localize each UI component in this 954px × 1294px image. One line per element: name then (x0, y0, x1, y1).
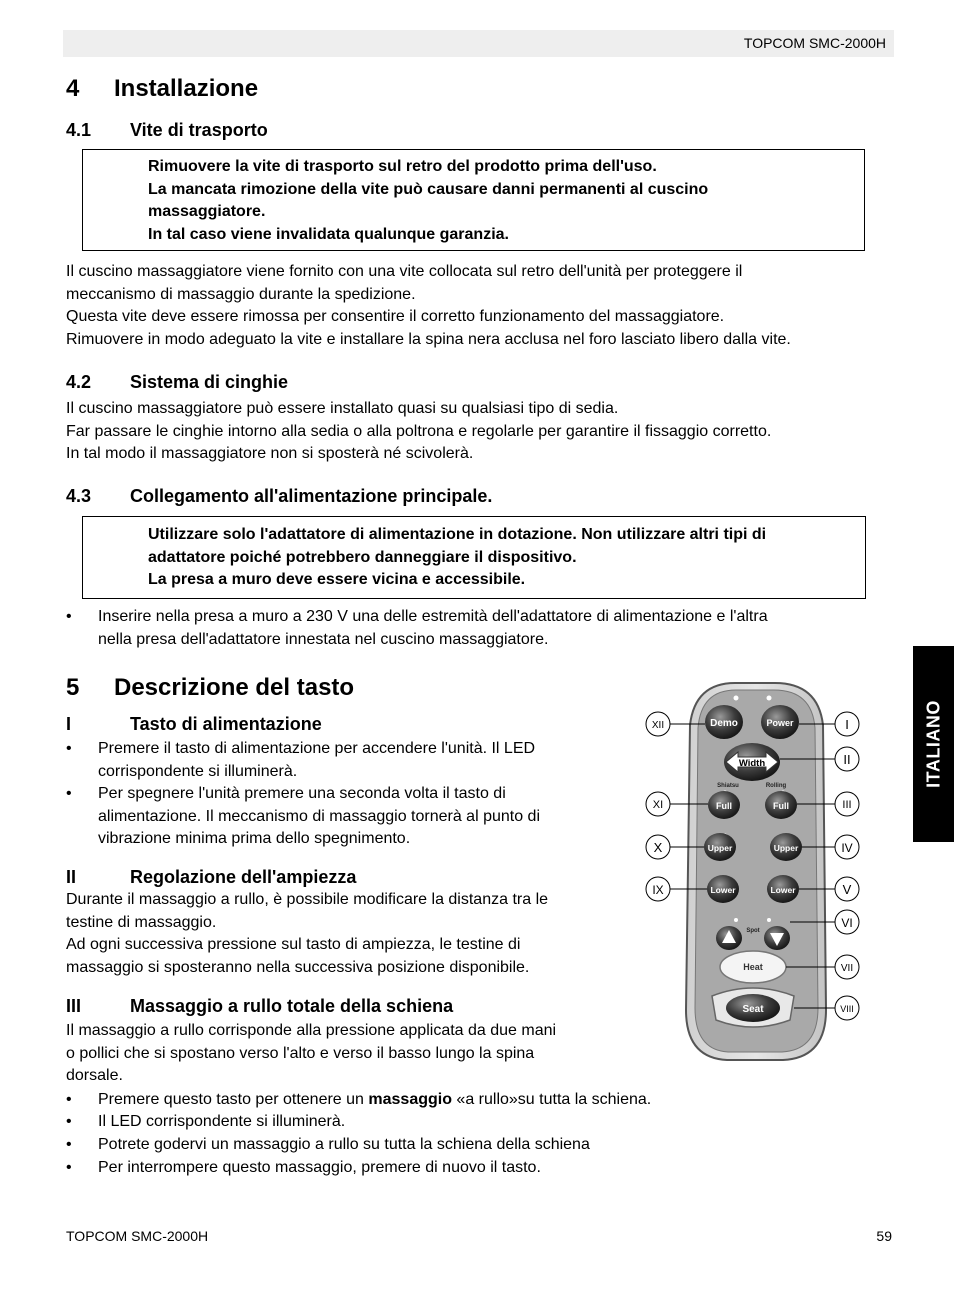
paragraph-width-adjust: Durante il massaggio a rullo, è possibile modificare la distanza tra le testine di massaggio. Ad ogni successiva pressione sul tasto di ampiezza, le testine di massaggio si sposteranno nella successiva posizione disponibile. (66, 891, 549, 977)
svg-text:Heat: Heat (743, 962, 763, 972)
language-label: ITALIANO (923, 700, 943, 788)
spot-up-button (716, 926, 742, 950)
callout-iv (835, 835, 859, 859)
footer-model: TOPCOM SMC-2000H (66, 1228, 209, 1244)
svg-text:Power: Power (766, 718, 794, 728)
warning-line: adattatore poiché potrebbero danneggiare il dispositivo. (148, 548, 577, 566)
bullet-rolling-led: • Il LED corrispondente si illuminerà. (66, 1113, 346, 1130)
button-iii-heading: III Massaggio a rullo totale della schiena (66, 996, 454, 1016)
svg-text:V: V (842, 882, 852, 897)
section-4-2-heading: 4.2 Sistema di cinghie (66, 372, 289, 392)
svg-text:VI: VI (841, 916, 853, 930)
callout-vi (835, 910, 859, 934)
spot-down-button (764, 926, 790, 950)
bullet-power-on: • Premere il tasto di alimentazione per accendere l'unità. Il LED corrispondente si illuminerà. (66, 740, 536, 780)
header-model: TOPCOM SMC-2000H (743, 35, 886, 51)
callout-iii (835, 792, 859, 816)
paragraph-strap-system: Il cuscino massaggiatore può essere installato quasi su qualsiasi tipo di sedia. Far passare le cinghie intorno alla sedia o alla poltrona e regolarle per garantire il fissaggio corretto. In tal modo il massaggiatore non si sposterà né scivolerà. (66, 400, 772, 463)
rolling-lower-button (767, 875, 799, 903)
shiatsu-lower-button (707, 875, 739, 903)
rolling-label: Rolling (765, 783, 787, 789)
svg-text:Width: Width (738, 758, 766, 769)
paragraph-rolling-massage: Il massaggio a rullo corrisponde alla pressione applicata da due mani o pollici che si spostano verso l'alto e verso il basso lungo la spina dorsale. (66, 1022, 557, 1085)
section-5-heading: 5 Descrizione del tasto (66, 674, 355, 701)
warning-line: In tal caso viene invalidata qualunque garanzia. (148, 225, 509, 243)
svg-text:Lower: Lower (770, 885, 796, 895)
svg-text:Lower: Lower (710, 885, 736, 895)
warning-line: Utilizzare solo l'adattatore di alimentazione in dotazione. Non utilizzare altri tipi di (148, 526, 767, 543)
paragraph-transport-screw: Il cuscino massaggiatore viene fornito con una vite collocata sul retro dell'unità per proteggere il meccanismo di massaggio durante la spedizione. Questa vite deve essere rimossa per consentire il corretto funzionamento del massaggiatore. Rimuovere in modo adeguato la vite e installare la spina nera acclusa nel foro lasciato libero dalla vite. (66, 263, 791, 349)
seat-button (712, 988, 794, 1027)
svg-text:II: II (843, 752, 851, 767)
button-ii-heading: II Regolazione dell'ampiezza (66, 867, 357, 887)
led-dot (767, 696, 772, 701)
callout-ix (646, 877, 670, 901)
spot-label: Spot (746, 928, 760, 934)
bullet-wall-socket: • Inserire nella presa a muro a 230 V una delle estremità dell'adattatore di alimentazione e l'altra nella presa dell'adattatore innestata nel cuscino massaggiatore. (66, 608, 768, 648)
svg-text:X: X (653, 840, 663, 855)
svg-text:Upper: Upper (707, 843, 733, 853)
bullet-rolling-press: • Premere questo tasto per ottenere un massaggio «a rullo»su tutta la schiena. (66, 1091, 652, 1108)
warning-box-power-adapter (82, 516, 866, 599)
bullet-rolling-enjoy: • Potrete godervi un massaggio a rullo su tutta la schiena della schiena (66, 1136, 590, 1153)
shiatsu-label: Shiatsu (717, 783, 739, 789)
callout-i (835, 712, 859, 736)
svg-text:IX: IX (652, 883, 664, 897)
svg-text:XI: XI (652, 799, 664, 811)
bullet-rolling-stop: • Per interrompere questo massaggio, premere di nuovo il tasto. (66, 1159, 541, 1176)
width-button (724, 743, 780, 781)
warning-line: massaggiatore. (148, 203, 266, 220)
callout-viii (835, 996, 859, 1020)
language-side-tab (913, 646, 954, 842)
led-dot (734, 918, 738, 922)
svg-text:VIII: VIII (840, 1004, 854, 1014)
svg-text:IV: IV (841, 841, 853, 855)
rolling-full-button (765, 791, 797, 819)
power-button (761, 705, 799, 739)
shiatsu-upper-button (704, 833, 736, 861)
callout-vii (835, 955, 859, 979)
button-i-heading: I Tasto di alimentazione (66, 714, 322, 734)
bullet-power-off: • Per spegnere l'unità premere una seconda volta il tasto di alimentazione. Il meccanismo di massaggio tornerà al punto di vibrazione minima prima dello spegnimento. (66, 785, 541, 848)
demo-button (705, 705, 743, 739)
warning-line: La presa a muro deve essere vicina e accessibile. (148, 571, 526, 588)
svg-text:Seat: Seat (742, 1004, 764, 1015)
svg-text:Upper: Upper (773, 843, 799, 853)
section-4-3-heading: 4.3 Collegamento all'alimentazione principale. (66, 486, 493, 506)
svg-text:VII: VII (840, 963, 854, 974)
svg-text:I: I (845, 717, 849, 732)
svg-text:Demo: Demo (710, 718, 738, 729)
svg-text:Full: Full (716, 801, 732, 811)
shiatsu-full-button (708, 791, 740, 819)
warning-line: La mancata rimozione della vite può causare danni permanenti al cuscino (148, 180, 709, 198)
warning-box-transport-screw (82, 149, 865, 251)
callout-x (646, 835, 670, 859)
section-4-1-heading: 4.1 Vite di trasporto (66, 120, 268, 140)
callout-ii (835, 747, 859, 771)
heat-button (720, 951, 786, 983)
callout-xii (646, 712, 670, 736)
callout-v (835, 877, 859, 901)
svg-text:III: III (842, 799, 852, 811)
rolling-upper-button (770, 833, 802, 861)
svg-text:XII: XII (651, 720, 665, 731)
led-dot (734, 696, 739, 701)
page-number: 59 (876, 1228, 892, 1244)
callout-xi (646, 792, 670, 816)
remote-control-illustration (640, 680, 865, 1065)
section-4-heading: 4 Installazione (66, 75, 259, 102)
warning-line: Rimuovere la vite di trasporto sul retro del prodotto prima dell'uso. (148, 158, 657, 175)
led-dot (767, 918, 771, 922)
svg-text:Full: Full (773, 801, 789, 811)
